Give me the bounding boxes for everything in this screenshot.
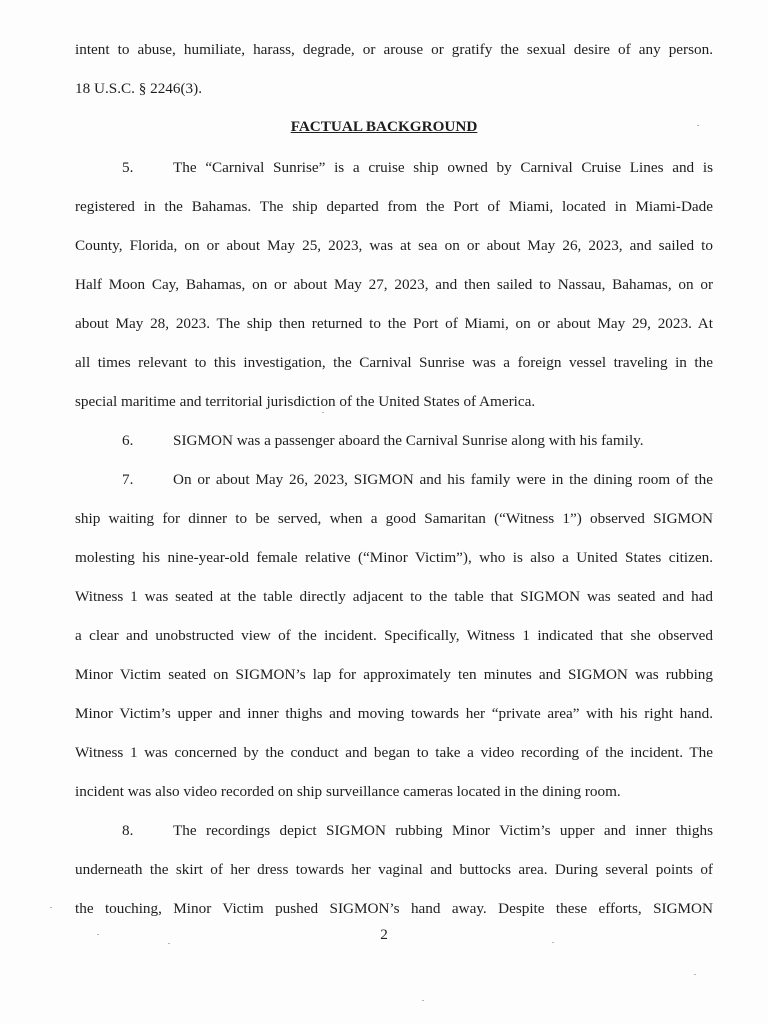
paragraph-number: 8.	[122, 822, 134, 839]
text-line: The “Carnival Sunrise” is a cruise ship owned by Carnival Cruise Lines and is	[173, 159, 713, 176]
scan-speck	[50, 907, 52, 908]
text-line: Minor Victim’s upper and inner thighs and moving towards her “private area” with his right hand.	[75, 705, 713, 722]
paragraph-7-first-line	[122, 470, 713, 490]
scan-speck	[552, 942, 554, 943]
scan-speck	[97, 934, 99, 935]
text-line: all times relevant to this investigation, the Carnival Sunrise was a foreign vessel traveling in the	[75, 354, 713, 371]
scan-speck	[694, 974, 696, 975]
text-line: SIGMON was a passenger aboard the Carnival Sunrise along with his family.	[173, 432, 644, 449]
text-line: The recordings depict SIGMON rubbing Minor Victim’s upper and inner thighs	[173, 822, 713, 839]
paragraph-number: 7.	[122, 471, 134, 488]
text-line: intent to abuse, humiliate, harass, degrade, or arouse or gratify the sexual desire of any person.	[75, 41, 713, 58]
text-line: County, Florida, on or about May 25, 2023, was at sea on or about May 26, 2023, and sailed to	[75, 237, 713, 254]
text-line: about May 28, 2023. The ship then returned to the Port of Miami, on or about May 29, 2023. At	[75, 315, 713, 332]
text-line: registered in the Bahamas. The ship departed from the Port of Miami, located in Miami-Dade	[75, 198, 713, 215]
text-line: On or about May 26, 2023, SIGMON and his family were in the dining room of the	[173, 471, 713, 488]
scan-speck	[322, 412, 324, 413]
paragraph-number: 6.	[122, 432, 134, 449]
scan-speck	[168, 943, 170, 944]
text-line: incident was also video recorded on ship surveillance cameras located in the dining room.	[75, 783, 621, 800]
text-line: Witness 1 was concerned by the conduct and began to take a video recording of the incident. The	[75, 744, 713, 761]
section-heading: FACTUAL BACKGROUND	[290, 118, 478, 135]
scan-speck	[422, 1000, 424, 1001]
text-line: 18 U.S.C. § 2246(3).	[75, 80, 202, 97]
text-line: underneath the skirt of her dress towards her vaginal and buttocks area. During several points of	[75, 861, 713, 878]
paragraph-number: 5.	[122, 159, 134, 176]
text-line: Witness 1 was seated at the table directly adjacent to the table that SIGMON was seated and had	[75, 588, 713, 605]
text-line: ship waiting for dinner to be served, when a good Samaritan (“Witness 1”) observed SIGMON	[75, 510, 713, 527]
page-number: 2	[380, 926, 388, 943]
scan-speck	[697, 125, 699, 126]
paragraph-6-first-line	[122, 431, 644, 451]
text-line: a clear and unobstructed view of the incident. Specifically, Witness 1 indicated that she observed	[75, 627, 713, 644]
text-line: Half Moon Cay, Bahamas, on or about May 27, 2023, and then sailed to Nassau, Bahamas, on or	[75, 276, 713, 293]
paragraph-8-first-line	[122, 821, 713, 841]
text-line: special maritime and territorial jurisdiction of the United States of America.	[75, 393, 536, 410]
text-line: the touching, Minor Victim pushed SIGMON’s hand away. Despite these efforts, SIGMON	[75, 900, 713, 917]
paragraph-5-first-line	[122, 158, 713, 178]
text-line: molesting his nine-year-old female relative (“Minor Victim”), who is also a United States citizen.	[75, 549, 713, 566]
text-line: Minor Victim seated on SIGMON’s lap for approximately ten minutes and SIGMON was rubbing	[75, 666, 713, 683]
